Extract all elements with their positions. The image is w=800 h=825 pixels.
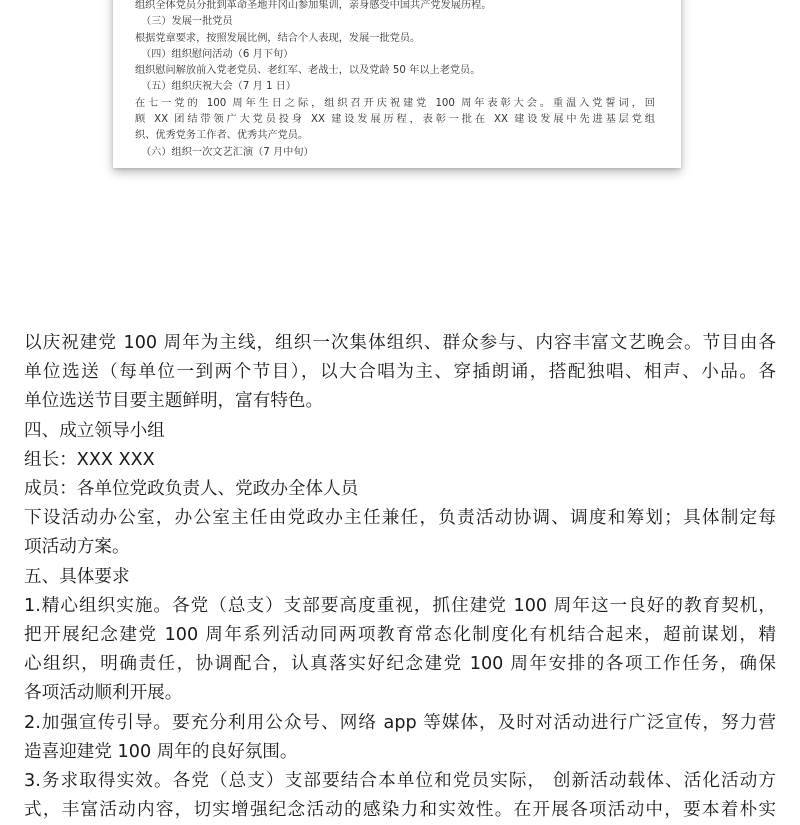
body-line: 心组织，明确责任，协调配合，认真落实好纪念建党 100 周年安排的各项工作任务，确保 — [24, 654, 776, 675]
preview-line: 在七一党的 100 周年生日之际，组织召开庆祝建党 100 周年表彰大会。重温入党誓词，回 — [135, 97, 655, 109]
body-line: 1.精心组织实施。各党（总支）支部要高度重视，抓住建党 100 周年这一良好的教育契机， — [24, 595, 776, 616]
body-line: 3.务求取得实效。各党（总支）支部要结合本单位和党员实际， 创新活动载体、活化活动方 — [24, 771, 776, 792]
preview-line: 组织全体党员分批到革命圣地井冈山参加集训，亲身感受中国共产党发展历程。 — [135, 0, 492, 11]
preview-line: 根据党章要求，按照发展比例，结合个人表现，发展一批党员。 — [135, 32, 421, 44]
preview-text-block — [135, 0, 655, 161]
preview-heading: （五）组织庆祝大会（7 月 1 日） — [141, 81, 297, 93]
body-line: 2.加强宣传引导。要充分利用公众号、网络 app 等媒体，及时对活动进行广泛宣传，努力营 — [24, 712, 776, 733]
preview-heading: （三）发展一批党员 — [141, 16, 233, 28]
body-line: 把开展纪念建党 100 周年系列活动同两项教育常态化制度化有机结合起来，超前谋划，精 — [24, 625, 776, 646]
body-line: 单位选送（每单位一到两个节目），以大合唱为主、穿插朗诵，搭配独唱、相声、小品。各 — [24, 362, 776, 383]
body-line: 式，丰富活动内容，切实增强纪念活动的感染力和实效性。在开展各项活动中，要本着朴实 — [24, 800, 776, 821]
document-body — [24, 329, 776, 825]
document-preview-card — [113, 0, 681, 168]
preview-line: 组织慰问解放前入党老党员、老红军、老战士，以及党龄 50 年以上老党员。 — [135, 65, 481, 77]
body-line: 组长：XXX XXX — [24, 449, 155, 470]
preview-line: 顾 XX 团结带领广大党员投身 XX 建设发展历程，表彰一批在 XX 建设发展中先进基层党组 — [135, 114, 655, 126]
body-line: 成员：各单位党政负责人、党政办全体人员 — [24, 479, 359, 500]
section-heading: 五、具体要求 — [24, 566, 130, 587]
preview-heading: （四）组织慰问活动（6 月下旬） — [141, 48, 294, 60]
body-line: 以庆祝建党 100 周年为主线，组织一次集体组织、群众参与、内容丰富文艺晚会。节目由各 — [24, 333, 776, 353]
preview-heading: （六）组织一次文艺汇演（7 月中旬） — [141, 146, 314, 158]
body-line: 各项活动顺利开展。 — [24, 683, 183, 704]
body-line: 项活动方案。 — [24, 537, 130, 558]
section-heading: 四、成立领导小组 — [24, 420, 165, 441]
body-line: 造喜迎建党 100 周年的良好氛围。 — [24, 741, 298, 762]
preview-line: 织、优秀党务工作者、优秀共产党员。 — [135, 130, 309, 142]
body-line: 单位选送节目要主题鲜明，富有特色。 — [24, 391, 324, 412]
body-line: 下设活动办公室，办公室主任由党政办主任兼任，负责活动协调、调度和筹划；具体制定每 — [24, 508, 776, 529]
